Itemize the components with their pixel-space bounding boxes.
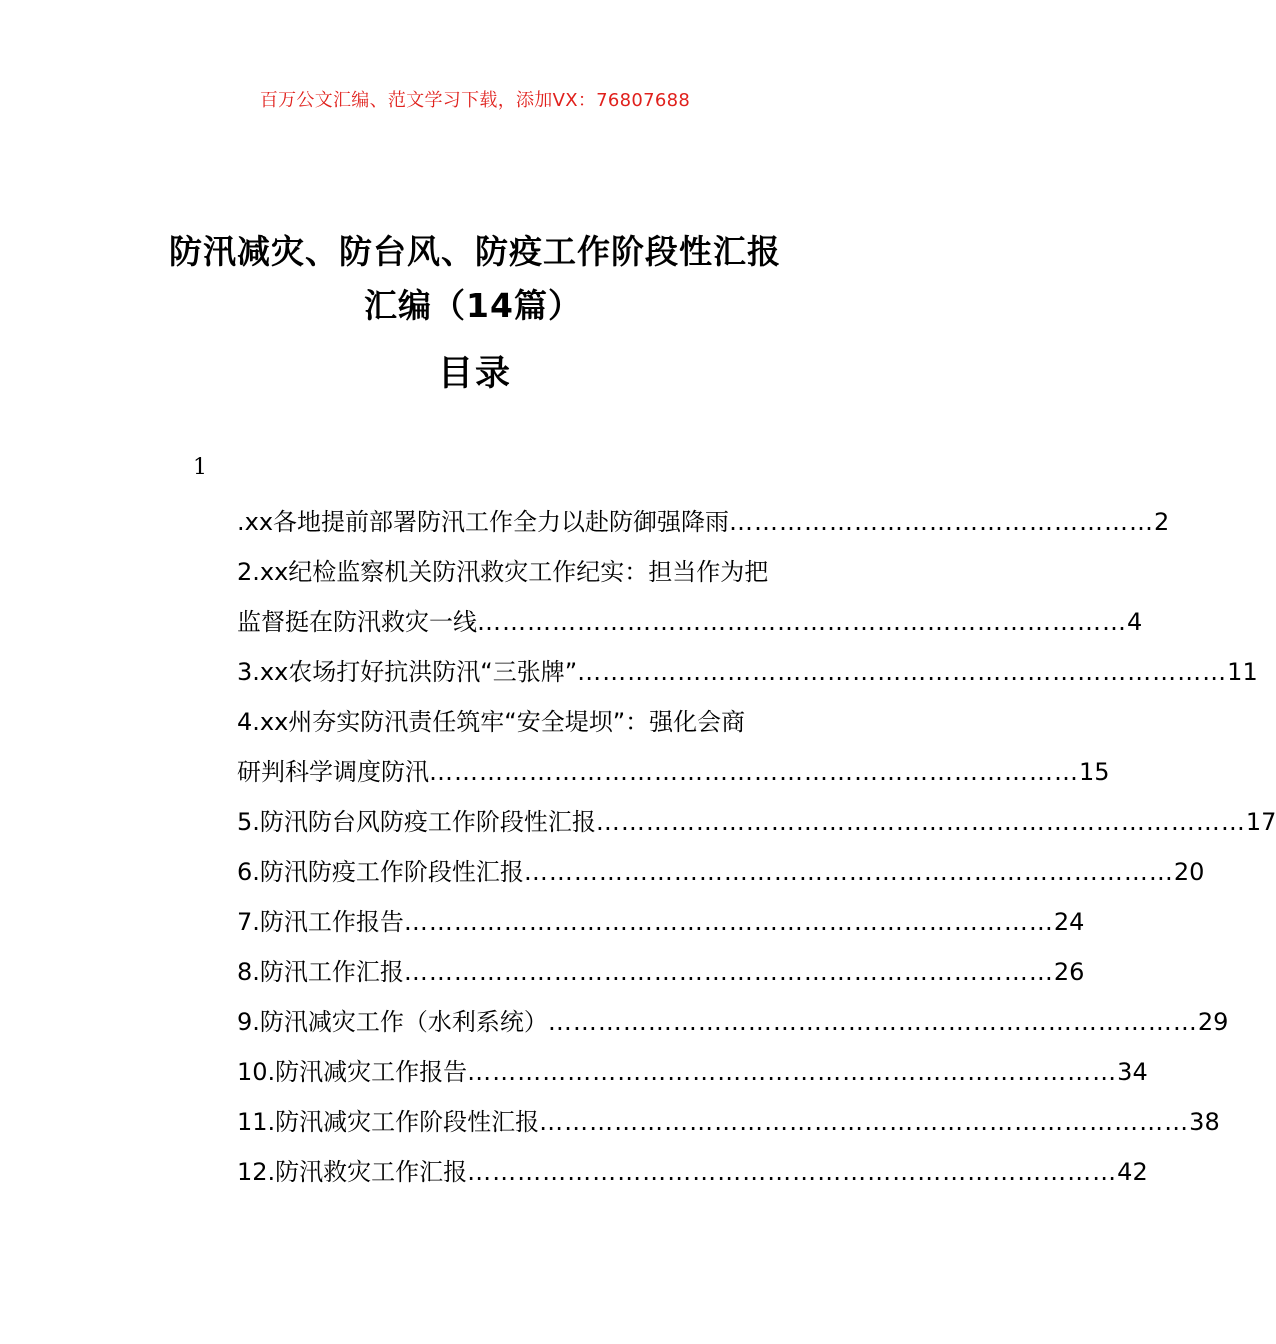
toc-entry[interactable] [237, 497, 1170, 547]
toc-entry[interactable] [237, 947, 1085, 997]
toc-entry[interactable] [237, 847, 1205, 897]
toc-entry-page: 2 [1154, 508, 1170, 536]
toc-leader-dots: …………………………………………………………………… [467, 1158, 1118, 1186]
toc-entry-page: 4 [1127, 608, 1143, 636]
toc-entry[interactable] [237, 647, 1258, 697]
document-title-line-1: 防汛减灾、防台风、防疫工作阶段性汇报 [169, 232, 781, 271]
toc-entry[interactable] [237, 697, 805, 747]
toc-entry-continuation[interactable] [237, 747, 1110, 797]
toc-leader-dots: …………………………………………………………………… [523, 858, 1174, 886]
toc-entry-title: 8.防汛工作汇报 [237, 958, 404, 986]
toc-entry-title: .xx各地提前部署防汛工作全力以赴防御强降雨 [237, 508, 730, 536]
toc-leader-dots: …………………………………………………………………… [403, 958, 1054, 986]
toc-entry-continuation[interactable] [237, 597, 1143, 647]
toc-leader-dots: …………………………………………………………………… [403, 908, 1054, 936]
toc-entry-title-continued: 研判科学调度防汛 [237, 758, 429, 786]
toc-entry-page: 38 [1189, 1108, 1220, 1136]
toc-entry-title: 3.xx农场打好抗洪防汛“三张牌” [237, 658, 578, 686]
toc-entry-title: 5.防汛防台风防疫工作阶段性汇报 [237, 808, 596, 836]
toc-leader-dots: …………………………………………………………………… [467, 1058, 1118, 1086]
toc-entry-title: 7.防汛工作报告 [237, 908, 404, 936]
toc-entry-title: 2.xx纪检监察机关防汛救灾工作纪实：担当作为把 [237, 558, 769, 586]
toc-entry-page: 34 [1117, 1058, 1148, 1086]
toc-entry[interactable] [237, 547, 805, 597]
toc-leader-dots: …………………………………………………………………… [429, 758, 1079, 786]
toc-entry[interactable] [237, 1147, 1148, 1197]
toc-leader-dots: …………………………………………… [729, 508, 1155, 536]
toc-entry-title: 4.xx州夯实防汛责任筑牢“安全堤坝”：强化会商 [237, 708, 746, 736]
toc-leader-dots: …………………………………………………………………… [477, 608, 1127, 636]
toc-heading: 目录 [437, 354, 512, 394]
watermark-text: 百万公文汇编、范文学习下载，添加VX：76807688 [259, 90, 691, 111]
toc-entry-page: 15 [1079, 758, 1110, 786]
toc-leader-dots: …………………………………………………………………… [595, 808, 1246, 836]
toc-entry[interactable] [237, 1047, 1148, 1097]
toc-entry-title: 10.防汛减灾工作报告 [237, 1058, 468, 1086]
toc-entry-title: 9.防汛减灾工作（水利系统） [237, 1008, 548, 1036]
toc-entry-page: 17 [1245, 808, 1276, 836]
toc-entry-page: 42 [1117, 1158, 1148, 1186]
document-title-line-2: 汇编（14篇） [364, 286, 582, 325]
toc-entry-page: 29 [1197, 1008, 1229, 1036]
toc-entry-page: 20 [1173, 858, 1205, 886]
toc-leader-dots: …………………………………………………………………… [547, 1008, 1198, 1036]
toc-leader-dots: …………………………………………………………………… [539, 1108, 1190, 1136]
toc-entry-title-continued: 监督挺在防汛救灾一线 [237, 608, 477, 636]
toc-entry-page: 24 [1053, 908, 1085, 936]
toc-entry-title: 11.防汛减灾工作阶段性汇报 [237, 1108, 540, 1136]
toc-entry-page: 26 [1053, 958, 1085, 986]
toc-entry[interactable] [237, 797, 1276, 847]
toc-entry-title: 12.防汛救灾工作汇报 [237, 1158, 468, 1186]
toc-leader-dots: …………………………………………………………………… [577, 658, 1228, 686]
toc-entry-page: 11 [1227, 658, 1258, 686]
toc-marker: 1 [193, 455, 207, 480]
toc-entry[interactable] [237, 897, 1085, 947]
toc-entry-title: 6.防汛防疫工作阶段性汇报 [237, 858, 524, 886]
toc-entry[interactable] [237, 997, 1229, 1047]
table-of-contents [237, 497, 1276, 1197]
toc-entry[interactable] [237, 1097, 1220, 1147]
